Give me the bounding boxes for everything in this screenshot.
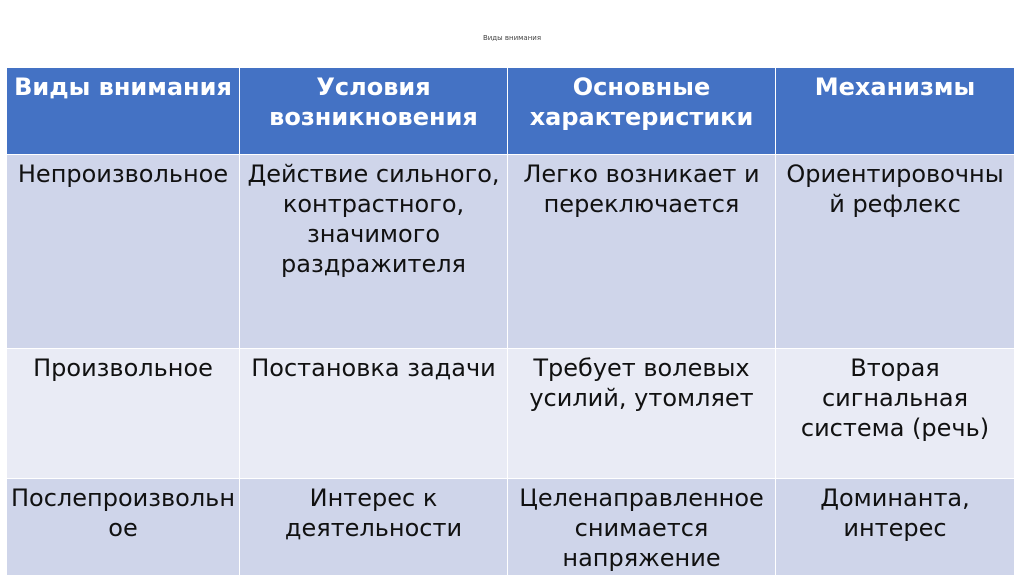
header-conditions: Условия возникновения xyxy=(240,68,508,155)
cell-characteristics: Легко возникает и переключается xyxy=(508,155,776,349)
cell-conditions: Действие сильного, контрастного, значимого раздражителя xyxy=(240,155,508,349)
cell-mechanisms: Вторая сигнальная система (речь) xyxy=(776,348,1015,478)
table-row xyxy=(7,155,1015,349)
cell-type: Непроизвольное xyxy=(7,155,240,349)
cell-conditions: Постановка задачи xyxy=(240,348,508,478)
header-mechanisms: Механизмы xyxy=(776,68,1015,155)
cell-characteristics: Целенаправленное снимается напряжение xyxy=(508,478,776,575)
cell-characteristics: Требует волевых усилий, утомляет xyxy=(508,348,776,478)
header-types: Виды внимания xyxy=(7,68,240,155)
header-characteristics: Основные характеристики xyxy=(508,68,776,155)
table-row xyxy=(7,348,1015,478)
table-header-row xyxy=(7,68,1015,155)
cell-conditions: Интерес к деятельности xyxy=(240,478,508,575)
cell-type: Произвольное xyxy=(7,348,240,478)
table-row xyxy=(7,478,1015,575)
cell-mechanisms: Ориентировочный рефлекс xyxy=(776,155,1015,349)
attention-types-table xyxy=(6,67,1015,576)
slide-title: Виды внимания xyxy=(482,34,542,42)
cell-mechanisms: Доминанта, интерес xyxy=(776,478,1015,575)
cell-type: Послепроизвольное xyxy=(7,478,240,575)
